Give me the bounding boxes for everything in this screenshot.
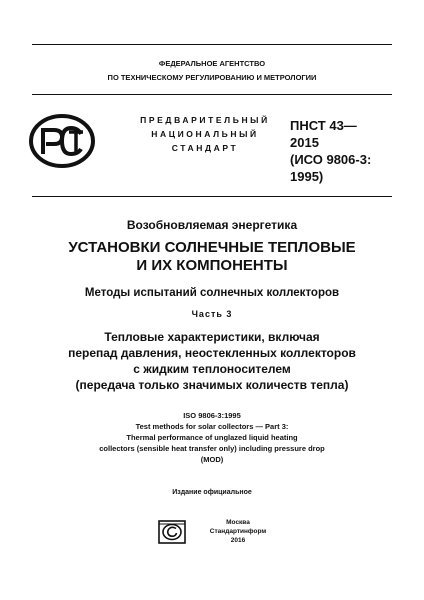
- title-category: Возобновляемая энергетика: [126, 218, 298, 232]
- subtitle-line1: Тепловые характеристики, включая: [104, 330, 320, 344]
- main-title-line1: УСТАНОВКИ СОЛНЕЧНЫЕ ТЕПЛОВЫЕ: [68, 239, 356, 256]
- standartinform-logo-icon: [158, 520, 186, 544]
- standard-kind-line3: СТАНДАРТ: [171, 143, 239, 153]
- title-rule: [32, 196, 392, 197]
- publisher-city: Москва: [226, 519, 250, 526]
- iso-reference: ISO 9806-3:1995: [183, 411, 241, 420]
- agency-name-line2: ПО ТЕХНИЧЕСКОМУ РЕГУЛИРОВАНИЮ И МЕТРОЛОГИИ: [107, 73, 317, 82]
- designation-line1: ПНСТ 43—: [290, 118, 357, 133]
- methods-title: Методы испытаний солнечных коллекторов: [84, 287, 340, 299]
- standard-kind-line2: НАЦИОНАЛЬНЫЙ: [151, 129, 259, 139]
- header-rule: [32, 94, 392, 95]
- subtitle-line4: (передача только значимых количеств тепла): [75, 378, 349, 392]
- top-rule: [32, 44, 392, 45]
- modification-mark: (MOD): [200, 455, 224, 464]
- designation-line2: 2015: [290, 135, 319, 150]
- english-title-line1: Test methods for solar collectors — Part 3:: [135, 422, 289, 431]
- english-title-line3: collectors (sensible heat transfer only) including pressure drop: [99, 444, 325, 453]
- part-label: Часть 3: [191, 309, 233, 319]
- rst-logo-icon: [29, 114, 95, 168]
- agency-name-line1: ФЕДЕРАЛЬНОЕ АГЕНТСТВО: [158, 59, 266, 68]
- main-title-line2: И ИХ КОМПОНЕНТЫ: [136, 257, 288, 274]
- subtitle-line2: перепад давления, неостекленных коллекторов: [68, 346, 356, 360]
- designation-line3: (ИСО 9806-3:: [290, 152, 372, 167]
- publication-year: 2016: [230, 537, 246, 544]
- subtitle-line3: с жидким теплоносителем: [133, 362, 291, 376]
- edition-note: Издание официальное: [172, 489, 252, 496]
- publisher-name: Стандартинформ: [209, 528, 267, 535]
- standard-kind-line1: ПРЕДВАРИТЕЛЬНЫЙ: [140, 115, 270, 125]
- english-title-line2: Thermal performance of unglazed liquid heating: [126, 433, 298, 442]
- designation-line4: 1995): [290, 169, 324, 184]
